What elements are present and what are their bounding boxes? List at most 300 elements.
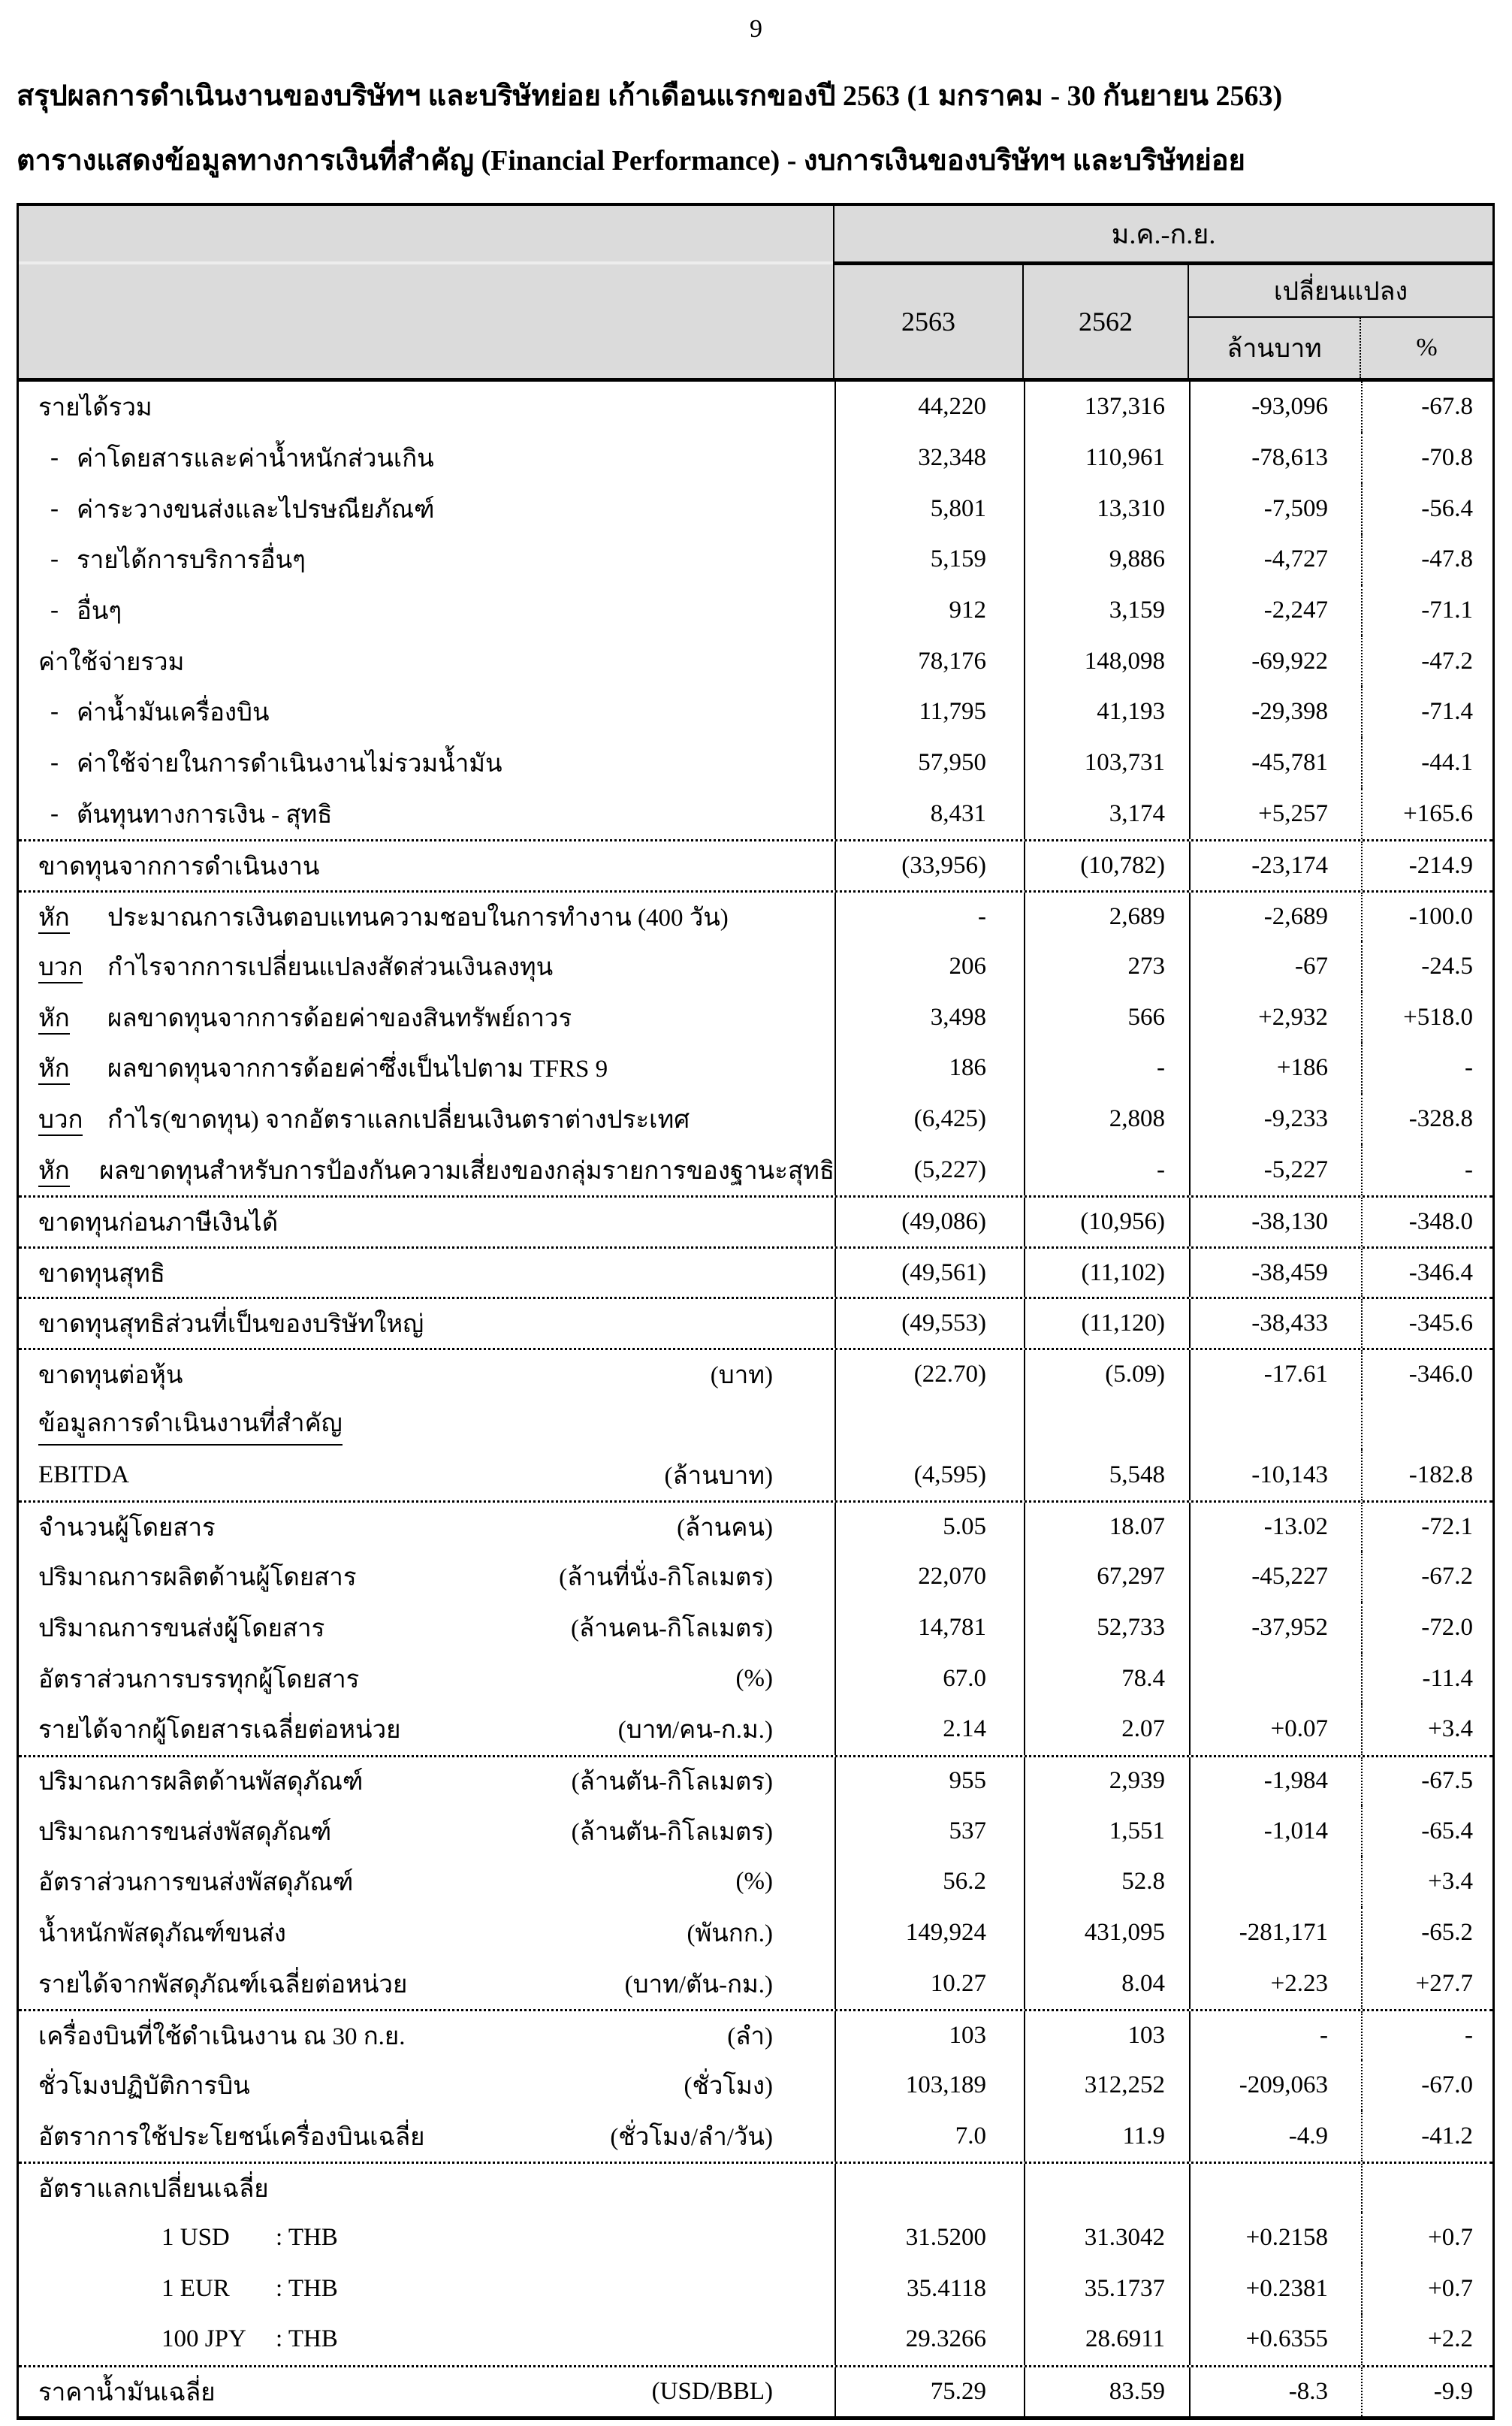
row-label [19,2011,834,2060]
operator-word-box [38,1099,107,1139]
table-row [19,1653,1492,1704]
value-change-million-baht [1189,1399,1361,1450]
value-2562: 2,689 [1024,893,1189,941]
row-label-text: อัตราแลกเปลี่ยนเฉลี่ย [38,2175,269,2203]
value-change-percent: -71.1 [1361,585,1492,636]
table-row [19,2213,1492,2264]
value-change-percent: -65.2 [1361,1908,1492,1959]
row-label [19,841,834,890]
table-row [19,1195,1492,1246]
row-label [19,2060,834,2111]
row-label-text: ราคาน้ำมันเฉลี่ย [38,2379,216,2406]
value-change-percent: -345.6 [1361,1299,1492,1348]
value-change-percent: +27.7 [1361,1958,1492,2009]
header-change-million-baht: ล้านบาท [1189,318,1361,378]
row-label-text: : THB [276,2325,338,2353]
value-change-million-baht [1189,1653,1361,1704]
value-change-percent: - [1361,2011,1492,2060]
row-label-text: : THB [276,2274,338,2302]
row-unit: (ล้านบาท) [664,1462,773,1490]
value-2562: 103 [1024,2011,1189,2060]
value-change-percent: -348.0 [1361,1198,1492,1246]
value-change-million-baht: -209,063 [1189,2060,1361,2111]
value-2563: 57,950 [834,738,1024,789]
value-2562: 41,193 [1024,687,1189,738]
value-2562 [1024,2164,1189,2213]
row-label [19,585,834,636]
value-2563: 5,801 [834,483,1024,534]
row-unit: (%) [735,1664,773,1692]
row-label-text: ผลขาดทุนจากการด้อยค่าของสินทรัพย์ถาวร [107,1005,572,1032]
value-change-percent: -44.1 [1361,738,1492,789]
value-2562: (10,956) [1024,1198,1189,1246]
value-2562: - [1024,1043,1189,1094]
value-change-million-baht: -13.02 [1189,1503,1361,1551]
value-change-percent: - [1361,1043,1492,1094]
value-2562: 431,095 [1024,1908,1189,1959]
row-label [19,1757,834,1806]
value-2563: 103,189 [834,2060,1024,2111]
row-label [19,1908,834,1959]
row-label-text: น้ำหนักพัสดุภัณฑ์ขนส่ง [38,1920,286,1947]
value-change-million-baht: -23,174 [1189,841,1361,890]
row-unit: (บาท/ตัน-กม.) [624,1971,773,1999]
value-change-million-baht: +186 [1189,1043,1361,1094]
operator-word: บวก [38,1107,83,1136]
header-change: เปลี่ยนแปลง [1189,265,1492,318]
operator-word-box [38,1048,107,1088]
value-2563: 75.29 [834,2367,1024,2416]
value-change-million-baht: +2.23 [1189,1958,1361,2009]
value-change-percent: -65.4 [1361,1805,1492,1857]
row-label-text: อัตราส่วนการบรรทุกผู้โดยสาร [38,1666,360,1693]
value-2562: 8.04 [1024,1958,1189,2009]
table-body [19,382,1492,2416]
operator-word-box [38,897,107,937]
value-change-percent: -346.4 [1361,1249,1492,1298]
value-2563: (33,956) [834,841,1024,890]
row-label-text: รายได้จากพัสดุภัณฑ์เฉลี่ยต่อหน่วย [38,1971,408,1999]
row-unit: (ล้านคน-กิโลเมตร) [570,1615,773,1642]
value-2563: 67.0 [834,1653,1024,1704]
row-unit: (พันกก.) [687,1920,773,1947]
value-2562: (5.09) [1024,1350,1189,1399]
table-row [19,2110,1492,2162]
row-label [19,2367,834,2416]
row-label [19,1249,834,1298]
value-change-percent: -72.1 [1361,1503,1492,1551]
operator-word: หัก [38,1005,70,1035]
value-change-percent: - [1361,1144,1492,1195]
row-label [19,941,834,992]
value-2562: 566 [1024,992,1189,1043]
value-change-million-baht: -93,096 [1189,382,1361,433]
table-row [19,2365,1492,2416]
row-label [19,1094,834,1145]
value-2562: (10,782) [1024,841,1189,890]
value-2563: 35.4118 [834,2263,1024,2314]
row-label [19,1958,834,2009]
row-label-text: ข้อมูลการดำเนินงานที่สำคัญ [38,1403,343,1446]
header-year-2563: 2563 [834,265,1024,378]
row-label-text: ค่าใช้จ่ายในการดำเนินงานไม่รวมน้ำมัน [77,751,502,778]
table-row [19,636,1492,687]
table-row [19,687,1492,738]
value-change-percent: -47.8 [1361,534,1492,585]
value-2562: 103,731 [1024,738,1189,789]
value-2563: 7.0 [834,2110,1024,2162]
value-2562: 273 [1024,941,1189,992]
value-change-percent: +0.7 [1361,2263,1492,2314]
value-change-percent: -72.0 [1361,1603,1492,1654]
value-change-million-baht: -69,922 [1189,636,1361,687]
value-2562: - [1024,1144,1189,1195]
table-header [19,206,1492,382]
value-2563: 3,498 [834,992,1024,1043]
value-2563: 912 [834,585,1024,636]
row-label [19,687,834,738]
document-title-line2: ตารางแสดงข้อมูลทางการเงินที่สำคัญ (Financial Performance) - งบการเงินของบริษัทฯ และบริษัทย่อย [17,145,1245,177]
table-row [19,1857,1492,1908]
value-2563: 8,431 [834,789,1024,840]
header-label-divider [19,261,833,264]
value-2562: 9,886 [1024,534,1189,585]
value-change-million-baht: -38,459 [1189,1249,1361,1298]
value-change-million-baht: -2,689 [1189,893,1361,941]
value-2563 [834,1399,1024,1450]
sub-item-dash: - [50,597,59,624]
row-label [19,1043,834,1094]
value-2562: 5,548 [1024,1449,1189,1500]
value-change-million-baht: -38,130 [1189,1198,1361,1246]
sub-item-dash: - [50,444,59,472]
value-2562: 11.9 [1024,2110,1189,2162]
row-label [19,2164,834,2213]
row-unit: (บาท/คน-ก.ม.) [617,1717,773,1745]
value-change-million-baht: -8.3 [1189,2367,1361,2416]
value-change-percent: -67.8 [1361,382,1492,433]
row-label [19,2263,834,2314]
row-unit: (ล้านตัน-กิโลเมตร) [571,1769,773,1796]
value-change-million-baht: -2,247 [1189,585,1361,636]
row-label [19,1551,834,1603]
row-label-text: รายได้จากผู้โดยสารเฉลี่ยต่อหน่วย [38,1717,401,1745]
value-2562: 3,174 [1024,789,1189,840]
value-change-percent: -71.4 [1361,687,1492,738]
value-change-million-baht: -7,509 [1189,483,1361,534]
value-2563: 537 [834,1805,1024,1857]
row-label-text: ประมาณการเงินตอบแทนความชอบในการทำงาน (400 วัน) [107,904,729,932]
value-change-million-baht: -5,227 [1189,1144,1361,1195]
value-change-percent: +2.2 [1361,2314,1492,2365]
row-label [19,1603,834,1654]
row-label [19,1704,834,1755]
header-period: ม.ค.-ก.ย. [834,206,1492,265]
table-row [19,534,1492,585]
value-2563: 186 [834,1043,1024,1094]
row-label [19,1857,834,1908]
value-2562: 18.07 [1024,1503,1189,1551]
row-label [19,483,834,534]
value-2563: 149,924 [834,1908,1024,1959]
value-2563: (5,227) [834,1144,1024,1195]
row-label-text: ผลขาดทุนจากการด้อยค่าซึ่งเป็นไปตาม TFRS 9 [107,1056,608,1083]
header-change-percent: % [1416,334,1438,361]
value-2562: 13,310 [1024,483,1189,534]
value-2562: 78.4 [1024,1653,1189,1704]
row-label-text: ขาดทุนสุทธิส่วนที่เป็นของบริษัทใหญ่ [38,1311,424,1339]
value-change-percent: -100.0 [1361,893,1492,941]
operator-word: หัก [38,905,70,934]
value-2563: 206 [834,941,1024,992]
value-2563: 955 [834,1757,1024,1806]
row-label [19,893,834,941]
row-label-text: อัตราการใช้ประโยชน์เครื่องบินเฉลี่ย [38,2123,425,2151]
value-change-percent: -214.9 [1361,841,1492,890]
table-row [19,585,1492,636]
row-label-text: รายได้รวม [38,394,152,422]
value-change-percent: -346.0 [1361,1350,1492,1399]
value-change-percent: -41.2 [1361,2110,1492,2162]
value-change-percent: -328.8 [1361,1094,1492,1145]
value-change-percent [1361,1399,1492,1450]
value-2563 [834,2164,1024,2213]
row-label-text: ขาดทุนก่อนภาษีเงินได้ [38,1209,279,1237]
row-label [19,382,834,433]
table-row [19,1399,1492,1450]
table-row [19,738,1492,789]
row-label [19,2110,834,2162]
table-row [19,433,1492,484]
value-2563: (49,086) [834,1198,1024,1246]
value-change-million-baht: +0.2158 [1189,2213,1361,2264]
row-unit: (USD/BBL) [651,2377,773,2405]
value-2562: (11,102) [1024,1249,1189,1298]
row-label-text: ค่าระวางขนส่งและไปรษณียภัณฑ์ [77,496,435,524]
sub-item-dash: - [50,545,59,573]
row-label [19,2314,834,2365]
value-2563: 22,070 [834,1551,1024,1603]
value-2562: 1,551 [1024,1805,1189,1857]
row-label [19,1653,834,1704]
table-row [19,1246,1492,1298]
value-2562: 67,297 [1024,1551,1189,1603]
value-change-percent: -56.4 [1361,483,1492,534]
value-change-percent [1361,2164,1492,2213]
row-label-text: ขาดทุนจากการดำเนินงาน [38,853,320,881]
document-title-line1: สรุปผลการดำเนินงานของบริษัทฯ และบริษัทย่อย เก้าเดือนแรกของปี 2563 (1 มกราคม - 30 กันยายน 2563) [17,80,1283,112]
value-change-percent: -67.0 [1361,2060,1492,2111]
value-2562: 35.1737 [1024,2263,1189,2314]
table-row [19,1958,1492,2009]
value-2563: 56.2 [834,1857,1024,1908]
table-row [19,1603,1492,1654]
row-label-text: ค่าใช้จ่ายรวม [38,648,185,676]
value-2562: 137,316 [1024,382,1189,433]
value-2563: (6,425) [834,1094,1024,1145]
value-change-million-baht: -4,727 [1189,534,1361,585]
value-change-million-baht: -1,984 [1189,1757,1361,1806]
table-row [19,2162,1492,2213]
row-unit: (ล้านคน) [677,1514,773,1542]
row-unit: (ชั่วโมง/ลำ/วัน) [610,2123,773,2151]
value-2563: (49,553) [834,1299,1024,1348]
value-2563: 103 [834,2011,1024,2060]
operator-word: หัก [38,1056,70,1085]
row-label [19,1399,834,1450]
fx-currency: 1 USD [161,2224,230,2252]
row-label-text: EBITDA [38,1461,129,1488]
row-label-text: ผลขาดทุนสำหรับการป้องกันความเสี่ยงของกลุ่มรายการของฐานะสุทธิ [99,1157,834,1185]
row-label-text: ปริมาณการขนส่งผู้โดยสาร [38,1615,325,1642]
row-label [19,992,834,1043]
value-2563: 14,781 [834,1603,1024,1654]
value-2563: 44,220 [834,382,1024,433]
value-change-percent: -11.4 [1361,1653,1492,1704]
table-row [19,1805,1492,1857]
value-2562 [1024,1399,1189,1450]
fx-currency: 1 EUR [161,2274,230,2302]
row-label-text: ปริมาณการผลิตด้านพัสดุภัณฑ์ [38,1769,364,1796]
value-change-percent: -67.5 [1361,1757,1492,1806]
table-row [19,2263,1492,2314]
value-change-million-baht: -17.61 [1189,1350,1361,1399]
row-label-text: กำไร(ขาดทุน) จากอัตราแลกเปลี่ยนเงินตราต่างประเทศ [107,1106,690,1134]
value-change-million-baht: -281,171 [1189,1908,1361,1959]
row-label [19,2213,834,2264]
row-unit: (ล้านที่นั่ง-กิโลเมตร) [559,1564,773,1592]
value-change-million-baht: -45,227 [1189,1551,1361,1603]
value-change-million-baht: -9,233 [1189,1094,1361,1145]
table-row [19,1144,1492,1195]
value-change-percent: -9.9 [1361,2367,1492,2416]
value-2562: 2,939 [1024,1757,1189,1806]
value-2563: 78,176 [834,636,1024,687]
table-row [19,839,1492,890]
value-change-million-baht: -78,613 [1189,433,1361,484]
value-change-percent: -67.2 [1361,1551,1492,1603]
row-unit: (ล้านตัน-กิโลเมตร) [571,1818,773,1846]
value-change-million-baht: - [1189,2011,1361,2060]
value-change-percent: +0.7 [1361,2213,1492,2264]
table-row [19,1449,1492,1500]
table-row [19,1094,1492,1145]
table-row [19,941,1492,992]
value-2563: 31.5200 [834,2213,1024,2264]
table-row [19,1297,1492,1348]
value-change-million-baht: +2,932 [1189,992,1361,1043]
row-label [19,636,834,687]
value-2562: 52.8 [1024,1857,1189,1908]
value-2562: 28.6911 [1024,2314,1189,2365]
table-row [19,789,1492,840]
sub-item-dash: - [50,494,59,522]
value-change-million-baht: -37,952 [1189,1603,1361,1654]
row-label-text: ขาดทุนสุทธิ [38,1260,165,1288]
value-change-million-baht: -4.9 [1189,2110,1361,2162]
row-label-text: อัตราส่วนการขนส่งพัสดุภัณฑ์ [38,1869,354,1897]
table-row [19,1704,1492,1755]
table-row [19,2314,1492,2365]
row-label [19,1805,834,1857]
value-change-million-baht: -1,014 [1189,1805,1361,1857]
value-2563: (49,561) [834,1249,1024,1298]
row-label [19,1144,834,1195]
row-label [19,534,834,585]
row-label [19,789,834,840]
header-label-cell [19,206,834,378]
value-change-percent: -182.8 [1361,1449,1492,1500]
table-row [19,992,1492,1043]
table-row [19,1500,1492,1551]
value-2563: (22.70) [834,1350,1024,1399]
table-row [19,1043,1492,1094]
table-row [19,890,1492,941]
operator-word: บวก [38,954,83,983]
value-2563: 11,795 [834,687,1024,738]
value-change-million-baht: -67 [1189,941,1361,992]
table-row [19,2060,1492,2111]
row-label [19,1198,834,1246]
row-label [19,738,834,789]
value-change-percent: +518.0 [1361,992,1492,1043]
row-label-text: ขาดทุนต่อหุ้น [38,1361,183,1389]
fx-currency: 100 JPY [161,2325,246,2353]
operator-word-box [38,998,107,1038]
value-2562: 52,733 [1024,1603,1189,1654]
value-2563: 5,159 [834,534,1024,585]
value-change-million-baht: +0.2381 [1189,2263,1361,2314]
table-row [19,483,1492,534]
value-2562: 3,159 [1024,585,1189,636]
value-2563: - [834,893,1024,941]
row-label-text: : THB [276,2224,338,2252]
page-number: 9 [750,15,762,43]
row-label-text: ต้นทุนทางการเงิน - สุทธิ [77,801,333,829]
row-label [19,1503,834,1551]
table-row [19,1755,1492,1806]
sub-item-dash: - [50,799,59,827]
value-2562: 148,098 [1024,636,1189,687]
value-2562: (11,120) [1024,1299,1189,1348]
table-row [19,1348,1492,1399]
row-label-text: ชั่วโมงปฏิบัติการบิน [38,2073,250,2101]
value-2562: 83.59 [1024,2367,1189,2416]
value-change-percent: -70.8 [1361,433,1492,484]
table-row [19,382,1492,433]
row-label-text: อื่นๆ [77,598,122,626]
value-2563: 5.05 [834,1503,1024,1551]
row-label-text: ปริมาณการขนส่งพัสดุภัณฑ์ [38,1818,332,1846]
row-label-text: จำนวนผู้โดยสาร [38,1514,216,1542]
value-change-percent: +3.4 [1361,1704,1492,1755]
value-2563: (4,595) [834,1449,1024,1500]
row-unit: (บาท) [710,1361,773,1389]
row-label [19,1350,834,1399]
operator-word: หัก [38,1158,70,1187]
row-label [19,433,834,484]
value-2563: 29.3266 [834,2314,1024,2365]
value-change-million-baht: +0.6355 [1189,2314,1361,2365]
table-row [19,2009,1492,2060]
row-label-text: รายได้การบริการอื่นๆ [77,547,306,575]
row-unit: (%) [735,1868,773,1896]
value-2562: 2,808 [1024,1094,1189,1145]
row-label-text: เครื่องบินที่ใช้ดำเนินงาน ณ 30 ก.ย. [38,2023,406,2050]
value-2563: 10.27 [834,1958,1024,2009]
header-year-2562: 2562 [1024,265,1189,378]
value-change-million-baht: -29,398 [1189,687,1361,738]
